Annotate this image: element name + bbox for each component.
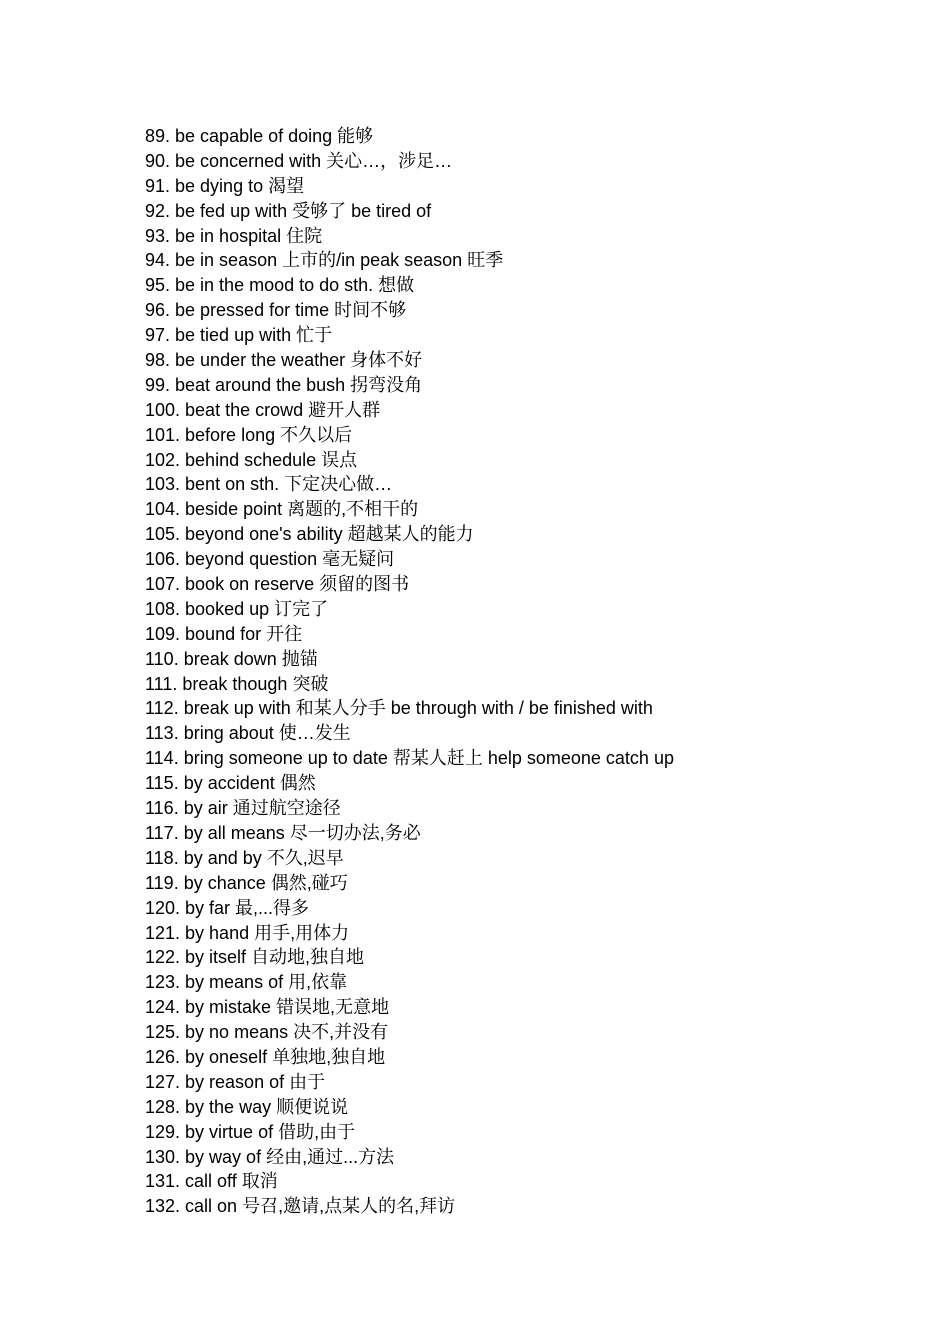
phrase-item: 94. be in season 上市的/in peak season 旺季 [145, 250, 504, 271]
phrase-item: 123. by means of 用,依靠 [145, 972, 348, 993]
phrase-item: 126. by oneself 单独地,独自地 [145, 1046, 386, 1067]
phrase-item: 97. be tied up with 忙于 [145, 325, 333, 346]
phrase-item: 100. beat the crowd 避开人群 [145, 399, 381, 420]
phrase-item: 112. break up with 和某人分手 be through with / be finished with [145, 698, 653, 719]
phrase-item: 109. bound for 开往 [145, 623, 303, 644]
phrase-item: 106. beyond question 毫无疑问 [145, 549, 395, 570]
phrase-list [145, 124, 674, 1219]
phrase-item: 95. be in the mood to do sth. 想做 [145, 275, 415, 296]
phrase-item: 118. by and by 不久,迟早 [145, 847, 344, 868]
phrase-item: 108. booked up 订完了 [145, 598, 329, 619]
phrase-item: 125. by no means 决不,并没有 [145, 1022, 389, 1043]
phrase-item: 120. by far 最,...得多 [145, 897, 310, 918]
phrase-item: 93. be in hospital 住院 [145, 225, 323, 246]
phrase-item: 89. be capable of doing 能够 [145, 126, 374, 146]
phrase-item: 105. beyond one's ability 超越某人的能力 [145, 524, 474, 545]
phrase-item: 127. by reason of 由于 [145, 1071, 326, 1092]
phrase-item: 102. behind schedule 误点 [145, 449, 358, 470]
phrase-item: 90. be concerned with 关心…，涉足… [145, 150, 453, 171]
phrase-item: 101. before long 不久以后 [145, 424, 353, 445]
phrase-item: 131. call off 取消 [145, 1171, 278, 1192]
phrase-item: 130. by way of 经由,通过...方法 [145, 1146, 395, 1167]
phrase-item: 98. be under the weather 身体不好 [145, 350, 423, 371]
phrase-item: 114. bring someone up to date 帮某人赶上 help someone catch up [145, 748, 674, 769]
phrase-item: 128. by the way 顺便说说 [145, 1096, 349, 1117]
phrase-item: 129. by virtue of 借助,由于 [145, 1121, 356, 1142]
phrase-item: 104. beside point 离题的,不相干的 [145, 499, 419, 520]
phrase-item: 122. by itself 自动地,独自地 [145, 947, 365, 968]
phrase-item: 92. be fed up with 受够了 be tired of [145, 200, 432, 221]
phrase-item: 91. be dying to 渴望 [145, 175, 305, 196]
phrase-item: 107. book on reserve 须留的图书 [145, 574, 410, 595]
phrase-item: 132. call on 号召,邀请,点某人的名,拜访 [145, 1196, 456, 1217]
phrase-item: 96. be pressed for time 时间不够 [145, 300, 407, 321]
phrase-item: 115. by accident 偶然 [145, 773, 316, 794]
phrase-item: 99. beat around the bush 拐弯没角 [145, 374, 423, 395]
phrase-item: 111. break though 突破 [145, 673, 329, 694]
phrase-item: 119. by chance 偶然,碰巧 [145, 872, 348, 893]
phrase-item: 103. bent on sth. 下定决心做… [145, 474, 393, 495]
phrase-item: 117. by all means 尽一切办法,务必 [145, 822, 421, 843]
phrase-item: 110. break down 抛锚 [145, 648, 318, 669]
phrase-item: 124. by mistake 错误地,无意地 [145, 997, 390, 1018]
phrase-item: 113. bring about 使…发生 [145, 723, 351, 744]
phrase-item: 121. by hand 用手,用体力 [145, 922, 350, 943]
phrase-item: 116. by air 通过航空途径 [145, 798, 341, 819]
